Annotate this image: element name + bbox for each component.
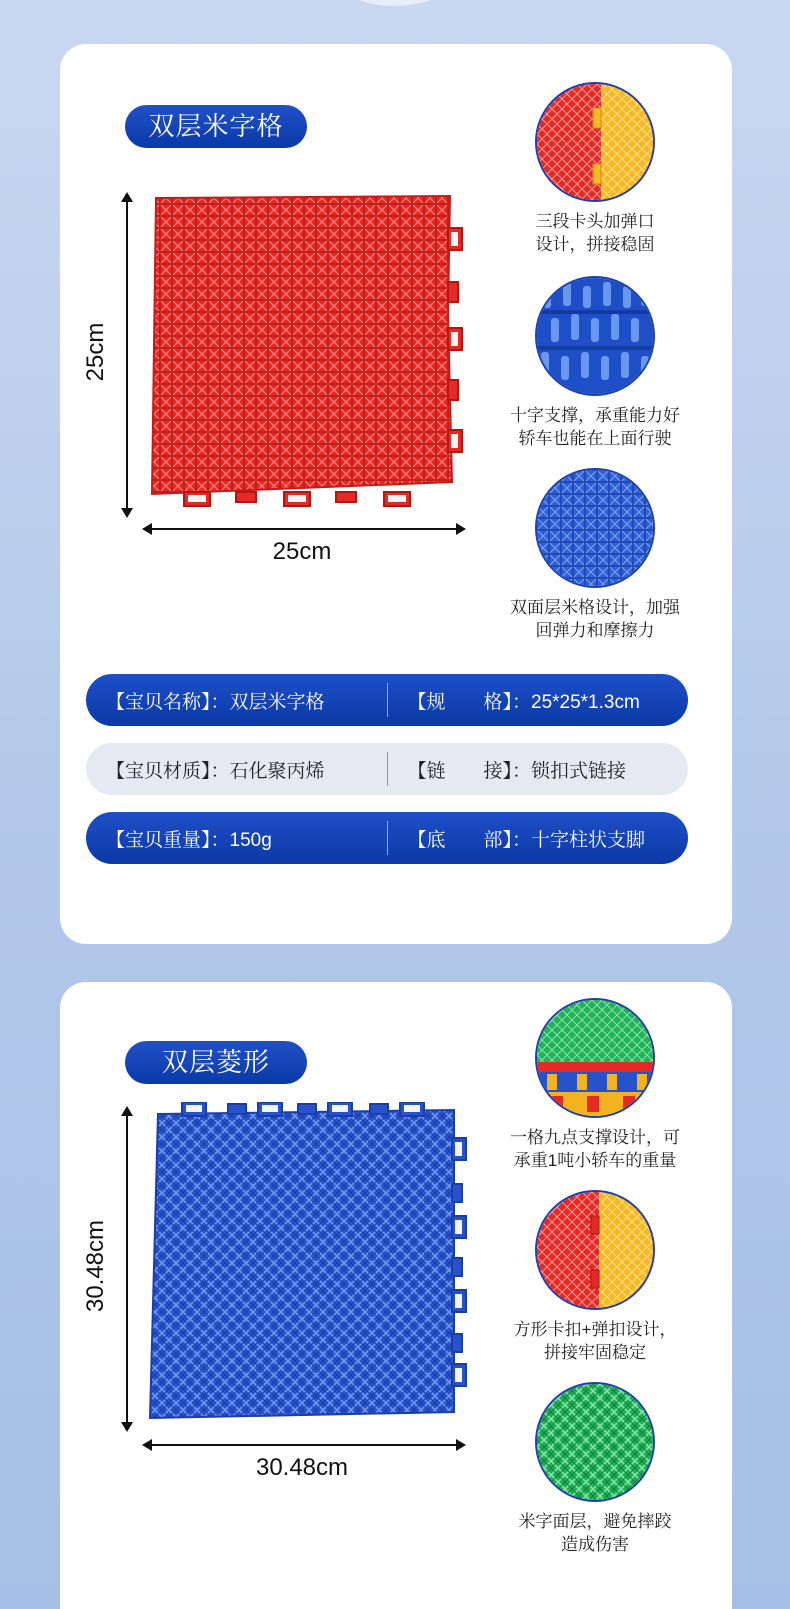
height-dimension-label: 30.48cm: [82, 1219, 109, 1313]
spec-row: [86, 812, 688, 864]
feature-caption-line1: 米字面层，避免摔跤: [518, 1512, 672, 1531]
feature-caption-line2: 承重1吨小轿车的重量: [513, 1151, 677, 1170]
feature-caption-line2: 轿车也能在上面行驶: [518, 429, 672, 448]
feature-caption-line2: 设计，拼接稳固: [535, 235, 655, 254]
blue-diamond-tile-image: [148, 1102, 472, 1432]
red-yellow-clip-icon: [535, 1190, 655, 1310]
product-card-double-layer-grid: [60, 44, 732, 944]
blue-grid-surface-icon: [535, 468, 655, 588]
spec-row: [86, 674, 688, 726]
section-title: 双层菱形: [125, 1041, 307, 1084]
spec-bottom: 【底 部】：十字柱状支脚: [407, 829, 646, 851]
width-dimension-arrow: [152, 528, 456, 530]
spec-size: 【规 格】：25*25*1.3cm: [407, 691, 640, 713]
red-grid-tile-image: [148, 192, 468, 512]
feature-caption-line2: 回弹力和摩擦力: [535, 621, 655, 640]
feature-caption-line1: 双面层米格设计，加强: [510, 598, 680, 617]
height-dimension-arrow: [126, 1116, 128, 1422]
spec-name: 【宝贝名称】：双层米字格: [106, 691, 325, 713]
height-dimension-label: 25cm: [82, 322, 109, 382]
feature-item: [495, 1382, 695, 1556]
top-arc-decoration: [322, 0, 468, 6]
feature-caption-line2: 造成伤害: [561, 1535, 629, 1554]
spec-weight: 【宝贝重量】：150g: [106, 829, 272, 851]
feature-item: [495, 82, 695, 256]
feature-caption-line2: 拼接牢固稳定: [544, 1343, 646, 1362]
feature-item: [495, 1190, 695, 1364]
blue-cross-support-icon: [535, 276, 655, 396]
feature-item: [495, 276, 695, 450]
green-diamond-surface-icon: [535, 1382, 655, 1502]
width-dimension-label: 25cm: [272, 538, 332, 565]
red-yellow-joint-icon: [535, 82, 655, 202]
spec-material: 【宝贝材质】：石化聚丙烯: [106, 760, 325, 782]
feature-caption-line1: 三段卡头加弹口: [535, 212, 655, 231]
section-title: 双层米字格: [125, 105, 307, 148]
product-card-double-layer-diamond: [60, 982, 732, 1609]
feature-item: [495, 468, 695, 642]
width-dimension-arrow: [152, 1444, 456, 1446]
feature-caption-line1: 十字支撑，承重能力好: [510, 406, 680, 425]
feature-caption-line1: 一格九点支撑设计，可: [510, 1128, 680, 1147]
height-dimension-arrow: [126, 202, 128, 508]
feature-item: [495, 998, 695, 1172]
green-blue-yellow-stack-icon: [535, 998, 655, 1118]
feature-caption-line1: 方形卡扣+弹扣设计，: [513, 1320, 677, 1339]
spec-row: [86, 743, 688, 795]
spec-link: 【链 接】：锁扣式链接: [407, 760, 627, 782]
width-dimension-label: 30.48cm: [255, 1454, 349, 1481]
